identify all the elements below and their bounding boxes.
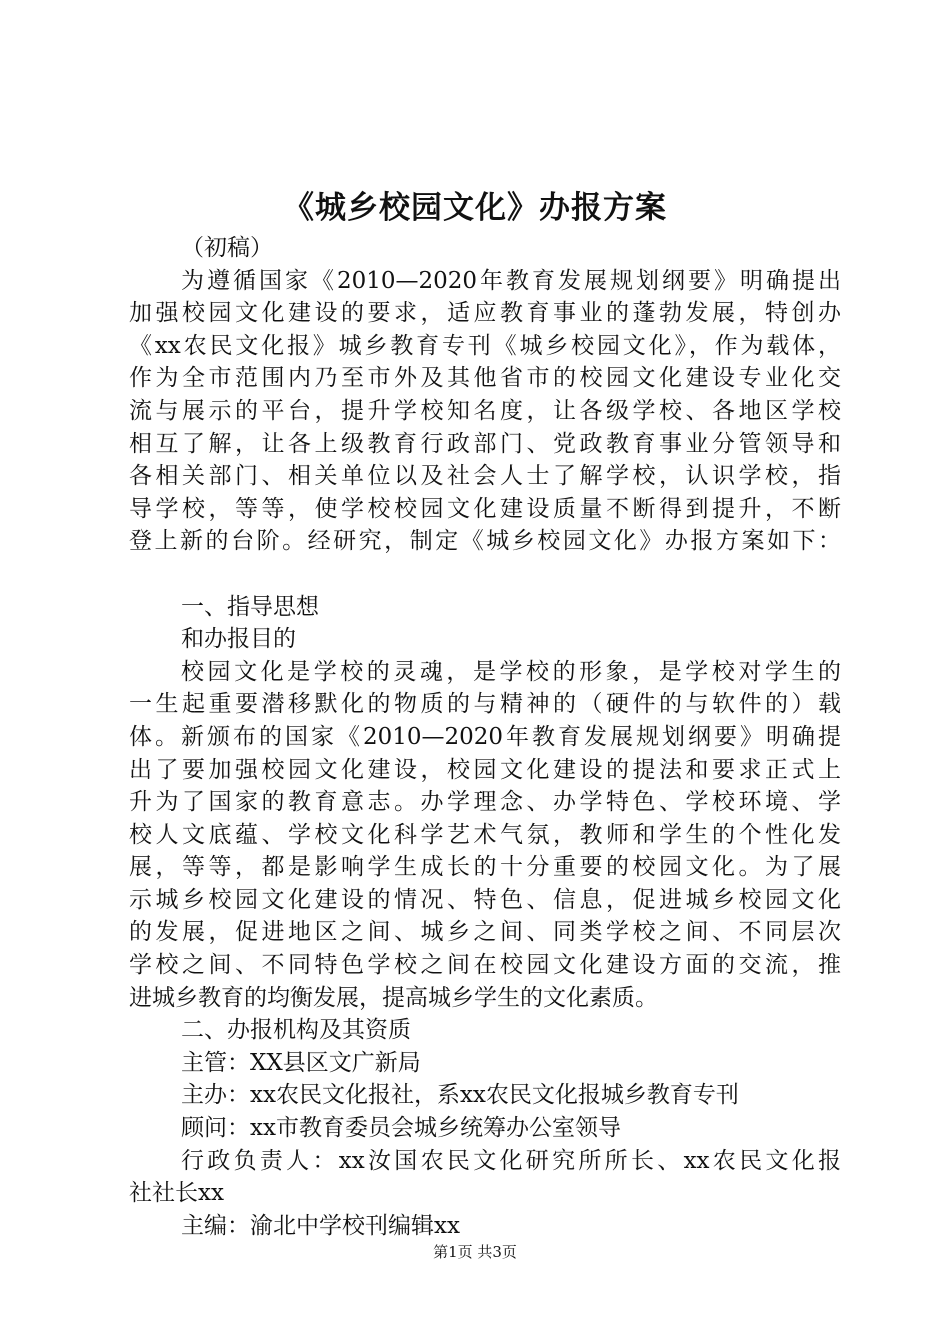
text-line: 各相关部门、相关单位以及社会人士了解学校，认识学校，指 — [129, 463, 841, 490]
text-line: 校人文底蕴、学校文化科学艺术气氛，教师和学生的个性化发 — [129, 821, 841, 848]
text-line: 示城乡校园文化建设的情况、特色、信息，促进城乡校园文化 — [129, 886, 841, 913]
text-line: 进城乡教育的均衡发展，提高城乡学生的文化素质。 — [129, 984, 658, 1011]
text-line: 的发展，促进地区之间、城乡之间、同类学校之间、不同层次 — [129, 919, 841, 946]
text-line: 校园文化是学校的灵魂，是学校的形象，是学校对学生的 — [181, 658, 841, 685]
document-title: 《城乡校园文化》办报方案 — [283, 190, 667, 226]
text-line: 加强校园文化建设的要求，适应教育事业的蓬勃发展，特创办 — [129, 300, 841, 327]
text-line: 展，等等，都是影响学生成长的十分重要的校园文化。为了展 — [129, 854, 841, 881]
text-line: 和办报目的 — [181, 626, 296, 653]
text-line: 学校之间、不同特色学校之间在校园文化建设方面的交流，推 — [129, 952, 841, 979]
text-line: 流与展示的平台，提升学校知名度，让各级学校、各地区学校 — [129, 397, 841, 424]
text-line: 社社长xx — [129, 1180, 224, 1207]
text-line: 作为全市范围内乃至市外及其他省市的校园文化建设专业化交 — [129, 365, 841, 392]
text-line: 相互了解，让各上级教育行政部门、党政教育事业分管领导和 — [129, 430, 841, 457]
text-line: 行政负责人：xx汝国农民文化研究所所长、xx农民文化报 — [181, 1147, 841, 1174]
document-body — [129, 232, 841, 1242]
text-line: 导学校，等等，使学校校园文化建设质量不断得到提升，不断 — [129, 495, 841, 522]
page-footer: 第1页 共3页 — [433, 1243, 517, 1261]
text-line: 升为了国家的教育意志。办学理念、办学特色、学校环境、学 — [129, 789, 841, 816]
text-line: 主办：xx农民文化报社，系xx农民文化报城乡教育专刊 — [181, 1082, 739, 1109]
text-line: 主管：XX县区文广新局 — [181, 1049, 421, 1076]
text-line: 为遵循国家《2010—2020年教育发展规划纲要》明确提出 — [181, 267, 841, 294]
text-line: 体。新颁布的国家《2010—2020年教育发展规划纲要》明确提 — [129, 723, 841, 750]
text-line: 顾问：xx市教育委员会城乡统筹办公室领导 — [181, 1115, 621, 1142]
text-line: 出了要加强校园文化建设，校园文化建设的提法和要求正式上 — [129, 756, 841, 783]
text-line: 二、办报机构及其资质 — [181, 1017, 411, 1044]
blank-line — [129, 558, 841, 591]
text-line: 登上新的台阶。经研究，制定《城乡校园文化》办报方案如下： — [129, 528, 841, 555]
text-line: 一生起重要潜移默化的物质的与精神的（硬件的与软件的）载 — [129, 691, 841, 718]
text-line: 一、指导思想 — [181, 593, 319, 620]
text-line: 《xx农民文化报》城乡教育专刊《城乡校园文化》，作为载体， — [129, 332, 841, 359]
text-line: （初稿） — [181, 235, 273, 261]
text-line: 主编：渝北中学校刊编辑xx — [181, 1212, 460, 1239]
